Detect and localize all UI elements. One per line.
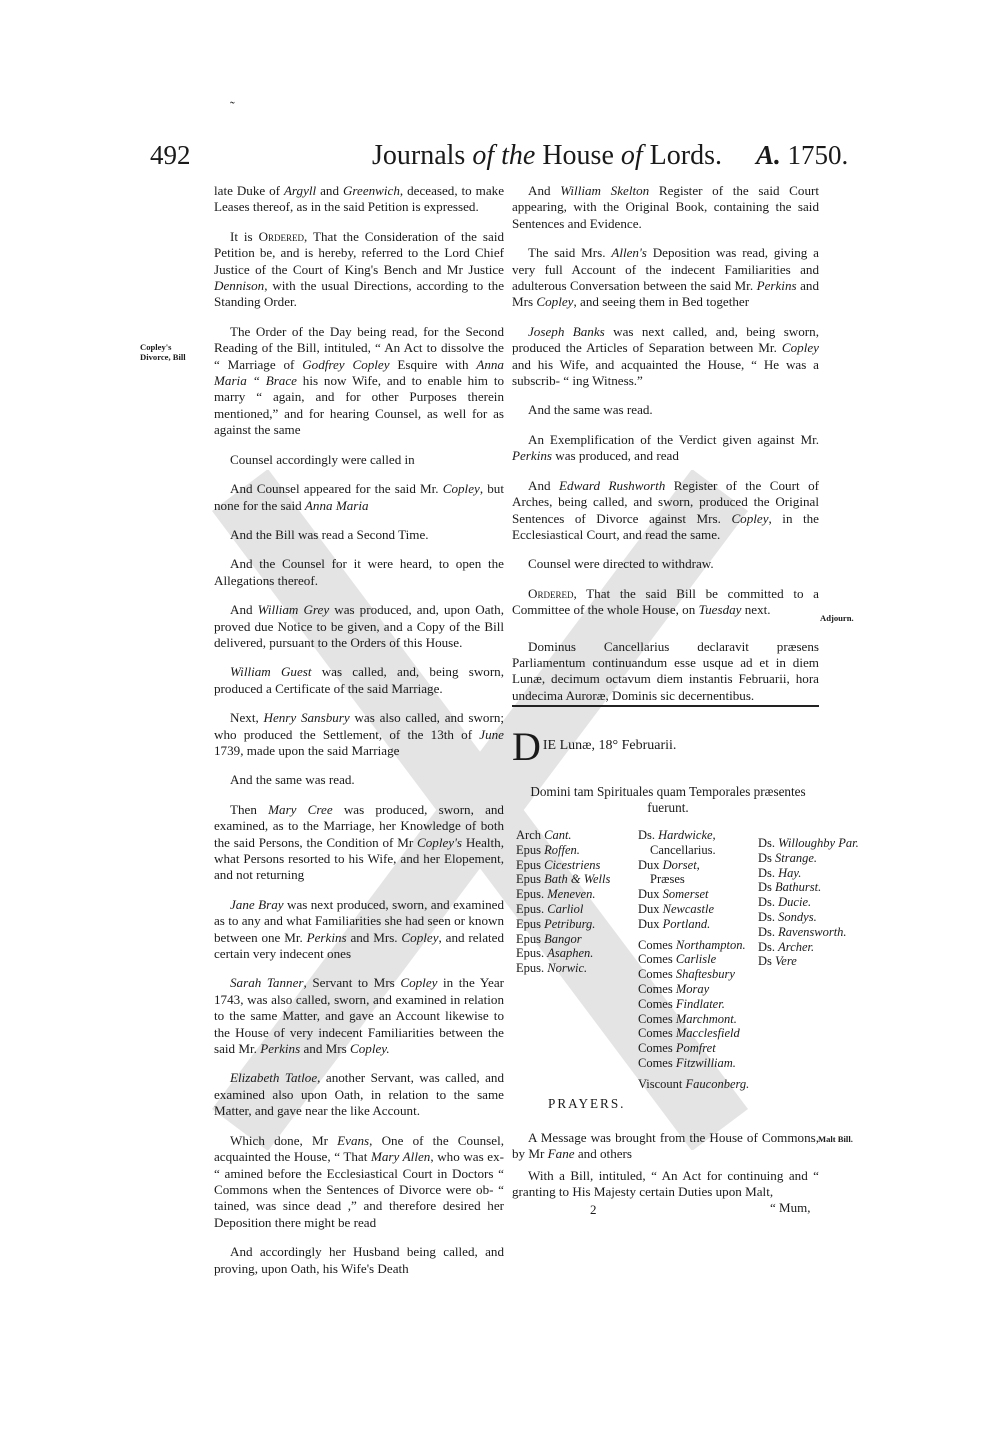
margin-note-malt: Malt Bill. — [818, 1134, 853, 1144]
paragraph: The said Mrs. Allen's Deposition was read, giving a very full Account of the indecent Familiarities and adulterous Conversation between the said Mr. Perkins and Mrs Copley, and seeing them in Bed together — [512, 245, 819, 310]
attendee: Ds. Archer. — [758, 939, 815, 954]
paragraph: And the same was read. — [230, 772, 355, 788]
attendee: Epus. Carliol — [516, 901, 584, 916]
catchword: “ Mum, — [770, 1200, 811, 1215]
attendee: Dux Dorset, — [638, 857, 700, 872]
paragraph: Jane Bray was next produced, sworn, and examined as to any and what Familiarities she had seen or known between one Mr. Perkins and Mrs. Copley, and related certain very indecent ones — [214, 896, 504, 962]
attendee: Ds Bathurst. — [758, 880, 822, 895]
attendee: Ds. Hay. — [758, 865, 802, 880]
lords-present-heading: Domini tam Spirituales quam Temporales præsentes fuerunt. — [530, 784, 806, 815]
paragraph: late Duke of Argyll and Greenwich, deceased, to make Leases thereof, as in the said Petition is expressed. — [214, 183, 504, 215]
attendee: Comes Pomfret — [638, 1041, 716, 1056]
attendee: Viscount Fauconberg. — [638, 1076, 750, 1091]
signature-mark: 2 — [590, 1202, 597, 1217]
attendee: Ds Vere — [758, 954, 797, 969]
attendee: Epus. Asaphen. — [516, 946, 594, 961]
paragraph: Then Mary Cree was produced, sworn, and examined, as to the Marriage, her Knowledge of both the said Persons, the Condition of Mr Copley's Health, what Persons resorted to his Wife, and her Elopement, and not returning — [214, 801, 504, 883]
attendance-col-1 — [516, 828, 610, 976]
paragraph: Which done, Mr Evans, One of the Counsel, acquainted the House, “ That Mary Allen, who was ex- “ amined before the Ecclesiastical Court in Doctors “ Commons when the Sentences of Divorce were ob- “ tained, was since dead ,” and therefore desired her Deposition there might be read — [214, 1132, 505, 1230]
paragraph: Ordered, That the said Bill be committed to a Committee of the whole House, on Tuesday next. — [512, 585, 819, 618]
attendee: Epus Petriburg. — [516, 916, 596, 931]
attendee: Comes Shaftesbury — [638, 967, 735, 982]
paragraph: And William Skelton Register of the said Court appearing, with the Original Book, containing the said Sentences and Evidence. — [512, 183, 819, 231]
attendee: Ds. Ravensworth. — [758, 924, 847, 939]
message-section — [512, 1130, 819, 1206]
paragraph: Counsel were directed to withdraw. — [528, 556, 714, 572]
attendee: Comes Fitzwilliam. — [638, 1055, 736, 1070]
paragraph: Elizabeth Tatloe, another Servant, was called, and examined also upon Oath, in relation to the same Matter, and gave near the like Account. — [214, 1070, 504, 1119]
attendee: Comes Findlater. — [638, 996, 725, 1011]
attendee: Epus Bangor — [516, 931, 582, 946]
year: A. 1750. — [756, 140, 849, 170]
page-header — [0, 140, 992, 180]
paragraph: The Order of the Day being read, for the Second Reading of the Bill, intituled, “ An Act to dissolve the “ Marriage of Godfrey Copley Esquire with Anna Maria “ Brace his now Wife, and to enable him to marry “ again, and for other Purposes therein mentioned,” and for hearing Counsel, as well for as against the same — [214, 323, 505, 438]
section-divider — [512, 705, 819, 707]
paragraph: A Message was brought from the House of Commons, by Mr Fane and others — [512, 1130, 819, 1162]
margin-note-copley: Copley's Divorce, Bill — [140, 342, 186, 362]
prayers-heading: PRAYERS. — [548, 1096, 626, 1111]
attendee: Epus. Meneven. — [516, 887, 596, 902]
attendee: Epus Bath & Wells — [516, 872, 611, 887]
attendee: Comes Moray — [638, 981, 710, 996]
paragraph: Dominus Cancellarius declaravit præsens Parliamentum continuandum esse usque ad et in diem Lunæ, decimum octavum diem instantis Februarii, hora undecima Auroræ, Dominis sic decernentibus. — [512, 638, 819, 703]
attendee: Comes Northampton. — [638, 937, 746, 952]
attendance-col-3 — [758, 836, 859, 969]
attendance-col-2 — [638, 828, 749, 1092]
attendee: Epus. Norwic. — [516, 961, 588, 976]
attendee: Ds Strange. — [758, 850, 818, 865]
attendee: Comes Macclesfield — [638, 1026, 740, 1041]
attendee: Dux Portland. — [638, 916, 711, 931]
day-heading: D IE Lunæ, 18° Februarii. — [512, 724, 677, 769]
attendee: Cancellarius. — [650, 842, 716, 857]
paragraph: It is Ordered, That the Consideration of the said Petition be, and is hereby, referred to the Lord Chief Justice of the Court of King's Bench and Mr Justice Dennison, with the usual Directions, according to the Standing Order. — [214, 228, 504, 310]
paragraph: An Exemplification of the Verdict given against Mr. Perkins was produced, and read — [512, 431, 819, 464]
paragraph: Next, Henry Sansbury was also called, and sworn; who produced the Settlement, of the 13th of June 1739, made upon the said Marriage — [214, 710, 505, 758]
paragraph: And Counsel appeared for the said Mr. Copley, but none for the said Anna Maria — [214, 481, 504, 513]
paragraph: And the same was read. — [528, 402, 653, 418]
drop-cap: D — [512, 724, 541, 769]
journal-title: Journals of the House of Lords. — [372, 140, 722, 171]
margin-note-adjourn: Adjourn. — [820, 613, 854, 623]
attendee: Præses — [650, 872, 685, 887]
attendee: Arch Cant. — [516, 828, 572, 842]
paragraph: With a Bill, intituled, “ An Act for continuing and “ granting to His Majesty certain Duties upon Malt, — [512, 1167, 819, 1200]
paragraph: And Edward Rushworth Register of the Court of Arches, being called, and sworn, produced the Original Sentences of Divorce against Mrs. Copley, in the Ecclesiastical Court, and read the same. — [512, 477, 820, 542]
stray-mark: ˜ — [230, 100, 235, 115]
paragraph: Counsel accordingly were called in — [230, 451, 415, 467]
paragraph: William Guest was called, and, being sworn, produced a Certificate of the said Marriage. — [214, 664, 504, 696]
paragraph: Sarah Tanner, Servant to Mrs Copley in the Year 1743, was also called, sworn, and examined in relation to the same Matter, and gave an Account likewise to the House of very indecent Familiarities between the said Mr. Perkins and Mrs Copley. — [214, 975, 504, 1057]
paragraph: And accordingly her Husband being called, and proving, upon Oath, his Wife's Death — [214, 1244, 504, 1276]
attendee: Dux Newcastle — [638, 901, 715, 916]
left-column — [214, 183, 504, 1290]
attendee: Comes Marchmont. — [638, 1011, 737, 1026]
attendee: Comes Carlisle — [638, 952, 717, 967]
paragraph: And the Counsel for it were heard, to open the Allegations thereof. — [214, 556, 504, 588]
page-number: 492 — [150, 140, 191, 170]
attendee: Ds. Willoughby Par. — [758, 836, 859, 850]
attendee: Ds. Sondys. — [758, 909, 817, 924]
attendee: Epus Cicestriens — [516, 857, 601, 872]
paragraph: And the Bill was read a Second Time. — [230, 526, 429, 542]
attendee: Epus Roffen. — [516, 842, 580, 857]
attendee: Ds. Ducie. — [758, 895, 812, 910]
right-column — [512, 183, 819, 717]
attendee: Dux Somerset — [638, 887, 709, 902]
paragraph: And William Grey was produced, and, upon Oath, proved due Notice to be given, and a Copy of the Bill delivered, pursuant to the Orders of this House. — [214, 602, 504, 650]
paragraph: Joseph Banks was next called, and, being sworn, produced the Articles of Separation between Mr. Copley and his Wife, and acquainted the House, “ He was a subscrib- “ ing Witness.” — [512, 323, 819, 389]
attendee: Ds. Hardwicke, — [638, 828, 716, 842]
